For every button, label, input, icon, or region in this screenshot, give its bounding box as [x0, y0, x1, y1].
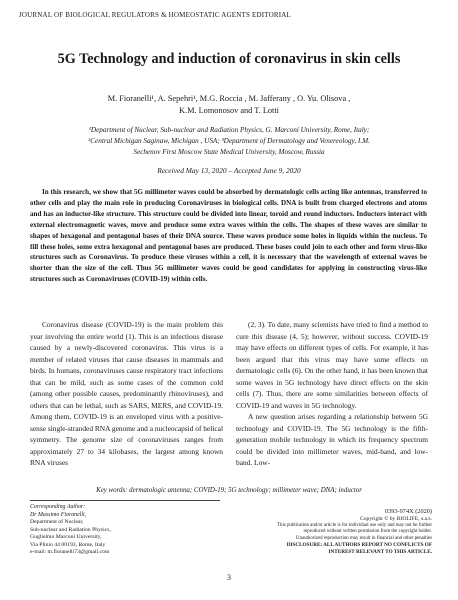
rights-line: This publication and/or article is for individual use only and may not be further: [277, 523, 432, 528]
author-list: [60, 93, 398, 117]
corresponding-author-label: Corresponding Author:: [30, 504, 86, 510]
corresponding-author-name: Dr Massimo Fioranelli,: [30, 511, 87, 518]
body-column-left: [30, 319, 223, 469]
rights-line: reproduced without written permission from the copyright holder.: [303, 529, 432, 535]
body-paragraph: Coronavirus disease (COVID-19) is the main problem this year involving the entire world (1). This is an infectious disease caused by a newly-discovered coronavirus. This virus is a member of related viruses that cause diseases in mammals and birds. In humans, coronaviruses cause respiratory tract infections that can be mild, such as some cases of the common cold (among other possible causes, predominantly rhinoviruses), and others that can be lethal, such as SARS, MERS, and COVID-19. Among them, COVID-19 is an enveloped virus with a positive-sense single-stranded RNA genome and a nucleocapsid of helical symmetry. The genome size of coronaviruses ranges from approximately 27 to 34 kilobases, the largest among known RNA viruses: [30, 320, 223, 467]
body-column-right: [236, 319, 428, 469]
affiliation-line-3: Sechenov First Moscow State Medical University, Moscow, Russia: [133, 147, 325, 156]
affiliations: [40, 125, 418, 157]
received-dates: Received May 13, 2020 – Accepted June 9, 2020: [157, 166, 301, 175]
affiliation-line-1: ¹Department of Nuclear, Sub-nuclear and Radiation Physics, G. Marconi University, Rome, Italy;: [88, 126, 370, 134]
email-line: e-mail: m.fioranelli73@gmail.com: [30, 549, 110, 556]
body-paragraph: (2, 3). To date, many scientists have tried to find a method to cure this disease (4, 5); however, without success. COVID-19 may have effects on different types of cells. For example, it has been argued that this virus may have some effects on dermatologic cells (6). On the other hand, it has been known that some waves in 5G technology have direct effects on the skin cells (7). Thus, there are some similarities between effects of COVID-19 and waves in 5G technology.: [236, 320, 428, 410]
affiliation-line-2: ²Central Michigan Saginaw, Michigan , USA; ³Department of Dermatology and Venereology, I.M.: [88, 136, 370, 145]
address-line: Sub-nuclear and Radiation Physics,: [30, 526, 111, 533]
page-number: 3: [227, 573, 231, 582]
disclosure-line: DISCLOSURE: ALL AUTHORS REPORT NO CONFLICTS OF: [286, 542, 432, 549]
author-line-2: K.M. Lomonosov and T. Lotti: [179, 106, 279, 115]
footnote-divider: [30, 500, 220, 501]
issn: 0393-974X (2020): [384, 508, 432, 515]
corresponding-author-address: [30, 519, 190, 557]
body-paragraph: A new question arises regarding a relationship between 5G technology and COVID-19. The 5G technology is the fifth-generation mobile technology in which its frequency spectrum could be divided into millimeter waves, mid-band, and low-band. Low-: [236, 412, 428, 467]
rights-line: Unauthorized reproduction may result in financial and other penalties: [295, 535, 432, 541]
address-line: Guglielmo Marconi University,: [30, 534, 102, 541]
corresponding-author-heading: [30, 504, 86, 519]
journal-header: JOURNAL OF BIOLOGICAL REGULATORS & HOMEOSTATIC AGENTS EDITORIAL: [19, 11, 292, 19]
abstract: In this research, we show that 5G millimeter waves could be absorbed by dermatologic cells acting like antennas, transferred to other cells and play the main role in producing Coronaviruses in biological cells. DNA is built from charged electrons and atoms and has an inductor-like structure. This structure could be divided into linear, toroid and round inductors. Inductors interact with external electromagnetic waves, move and produce some extra waves within the cells. The shapes of these waves are similar to shapes of hexagonal and pentagonal bases of their DNA source. These waves produce some holes in liquids within the nucleus. To fill these holes, some extra hexagonal and pentagonal bases are produced. These bases could join to each other and form virus-like structures such as Coronavirus. To produce these viruses within a cell, it is necessary that the wavelength of external waves be shorter than the size of the cell. Thus 5G millimeter waves could be good candidates for applying in constructing virus-like structures such as Coronaviruses (COVID-19) within cells.: [30, 188, 427, 284]
address-line: Via Plinio 44 00193, Rome, Italy: [30, 541, 106, 548]
disclosure-line: INTEREST RELEVANT TO THIS ARTICLE.: [328, 548, 432, 555]
article-title: 5G Technology and induction of coronavirus in skin cells: [57, 51, 401, 67]
copyright-block: [248, 508, 432, 555]
copyright-line: Copyright © by BIOLIFE, s.a.s.: [360, 516, 432, 522]
keywords: Key words: dermatologic antenna; COVID-19; 5G technology; millimeter wave; DNA; inductor: [96, 487, 362, 494]
address-line: Department of Nuclear,: [30, 519, 84, 525]
author-line-1: M. Fioranelli¹, A. Sepehri¹, M.G. Roccia , M. Jafferany , O. Yu. Olisova ,: [107, 94, 351, 103]
